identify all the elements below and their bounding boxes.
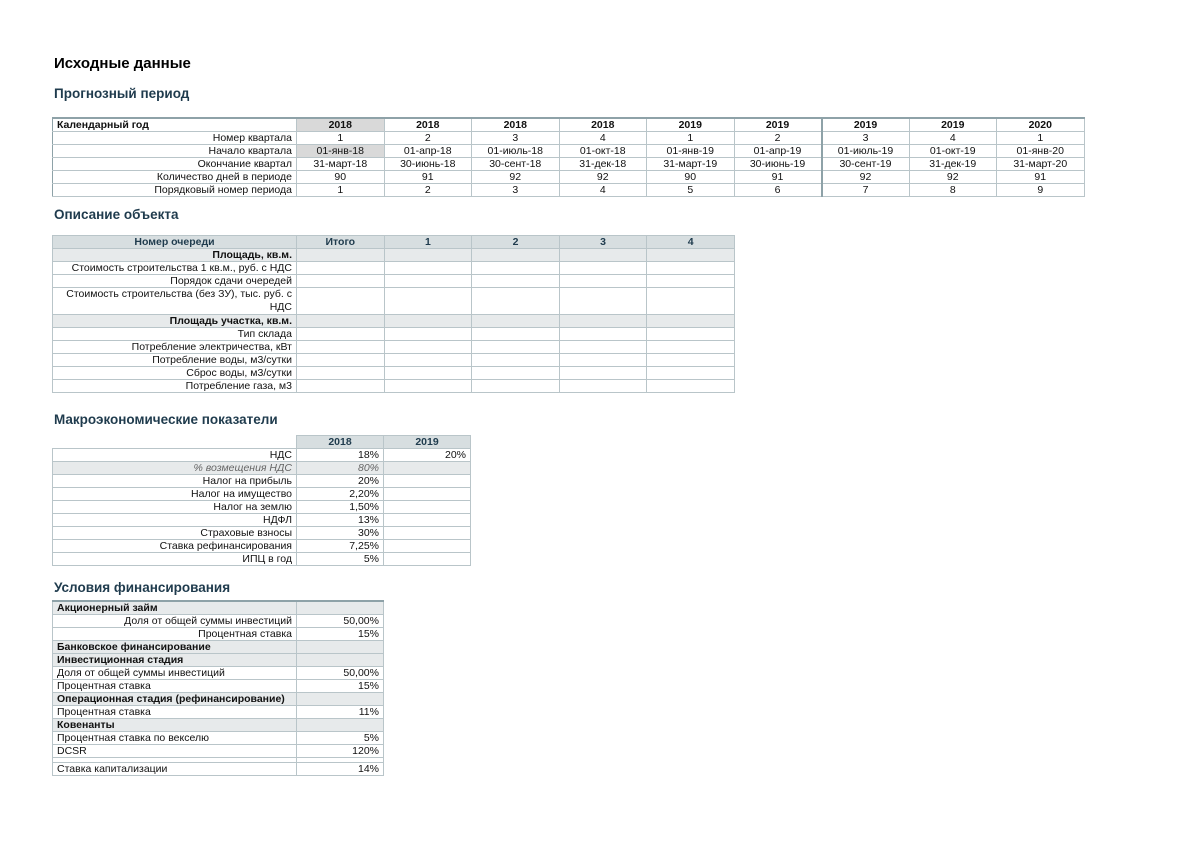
year-cell: 2019	[734, 118, 822, 132]
macro-header-row	[53, 436, 471, 449]
cell: 01-янв-20	[997, 145, 1085, 158]
header-cell: 2019	[384, 436, 471, 449]
cell: 01-апр-19	[734, 145, 822, 158]
row-label: Потребление газа, м3	[53, 380, 297, 393]
object-row	[53, 380, 735, 393]
financing-row	[53, 680, 384, 693]
cell	[297, 719, 384, 732]
object-row	[53, 288, 735, 315]
header-cell: 1	[384, 236, 472, 249]
macro-row	[53, 488, 471, 501]
macro-row	[53, 449, 471, 462]
cell: 01-апр-18	[384, 145, 472, 158]
cell	[297, 641, 384, 654]
cell: 4	[559, 132, 647, 145]
financing-row	[53, 763, 384, 776]
financing-table	[52, 600, 384, 776]
row-label: Количество дней в периоде	[53, 171, 297, 184]
macro-row	[53, 475, 471, 488]
cell: 7,25%	[297, 540, 384, 553]
forecast-table	[52, 117, 1085, 197]
forecast-header-label: Календарный год	[53, 118, 297, 132]
row-label: Налог на землю	[53, 501, 297, 514]
cell: 92	[472, 171, 560, 184]
year-cell: 2020	[997, 118, 1085, 132]
cell: 13%	[297, 514, 384, 527]
cell: 30-июнь-19	[734, 158, 822, 171]
year-cell: 2019	[909, 118, 997, 132]
row-label: Ставка рефинансирования	[53, 540, 297, 553]
object-row	[53, 354, 735, 367]
row-label: Стоимость строительства (без ЗУ), тыс. руб. с НДС	[53, 288, 297, 315]
cell: 8	[909, 184, 997, 197]
header-cell: 2018	[297, 436, 384, 449]
cell: 9	[997, 184, 1085, 197]
cell: 3	[822, 132, 910, 145]
cell: 31-дек-18	[559, 158, 647, 171]
forecast-heading: Прогнозный период	[54, 86, 190, 101]
cell	[384, 462, 471, 475]
row-label: Процентная ставка по векселю	[53, 732, 297, 745]
financing-row	[53, 641, 384, 654]
macro-row	[53, 527, 471, 540]
forecast-row	[53, 132, 1085, 145]
row-label: DCSR	[53, 745, 297, 758]
cell: 2,20%	[297, 488, 384, 501]
cell: 20%	[384, 449, 471, 462]
year-cell: 2018	[559, 118, 647, 132]
macro-row	[53, 540, 471, 553]
cell: 5%	[297, 553, 384, 566]
cell: 31-март-20	[997, 158, 1085, 171]
cell: 01-янв-19	[647, 145, 735, 158]
cell: 30-сент-19	[822, 158, 910, 171]
macro-row	[53, 514, 471, 527]
cell: 91	[734, 171, 822, 184]
row-label: Банковское финансирование	[53, 641, 297, 654]
cell: 3	[472, 132, 560, 145]
financing-row	[53, 654, 384, 667]
object-row	[53, 262, 735, 275]
forecast-row	[53, 184, 1085, 197]
financing-row	[53, 719, 384, 732]
cell: 2	[734, 132, 822, 145]
year-cell: 2018	[384, 118, 472, 132]
row-label: НДС	[53, 449, 297, 462]
cell: 31-март-18	[297, 158, 385, 171]
cell: 20%	[297, 475, 384, 488]
row-label: Потребление электричества, кВт	[53, 341, 297, 354]
cell	[384, 475, 471, 488]
cell	[384, 501, 471, 514]
cell: 11%	[297, 706, 384, 719]
object-table	[52, 235, 735, 393]
row-label: Ставка капитализации	[53, 763, 297, 776]
cell: 30%	[297, 527, 384, 540]
cell: 1	[297, 184, 385, 197]
cell	[384, 540, 471, 553]
financing-heading: Условия финансирования	[54, 580, 231, 595]
cell: 90	[297, 171, 385, 184]
year-cell: 2018	[297, 118, 385, 132]
row-label: Площадь, кв.м.	[53, 249, 297, 262]
cell: 01-июль-19	[822, 145, 910, 158]
row-label: Акционерный займ	[53, 601, 297, 615]
cell	[384, 488, 471, 501]
row-label: НДФЛ	[53, 514, 297, 527]
cell: 31-март-19	[647, 158, 735, 171]
row-label: Порядковый номер периода	[53, 184, 297, 197]
row-label: Процентная ставка	[53, 628, 297, 641]
cell: 90	[647, 171, 735, 184]
header-cell: Номер очереди	[53, 236, 297, 249]
row-label: Инвестиционная стадия	[53, 654, 297, 667]
row-label: Налог на прибыль	[53, 475, 297, 488]
financing-row	[53, 732, 384, 745]
row-label: Страховые взносы	[53, 527, 297, 540]
row-label: Доля от общей суммы инвестиций	[53, 667, 297, 680]
row-label: Сброс воды, м3/сутки	[53, 367, 297, 380]
row-label: Доля от общей суммы инвестиций	[53, 615, 297, 628]
year-cell: 2018	[472, 118, 560, 132]
row-label: Номер квартала	[53, 132, 297, 145]
macro-table	[52, 435, 471, 566]
cell: 4	[559, 184, 647, 197]
object-heading: Описание объекта	[54, 207, 179, 222]
financing-row	[53, 706, 384, 719]
object-row	[53, 328, 735, 341]
financing-row	[53, 615, 384, 628]
header-cell: Итого	[297, 236, 385, 249]
cell: 120%	[297, 745, 384, 758]
cell: 01-окт-18	[559, 145, 647, 158]
macro-row	[53, 501, 471, 514]
header-cell: 4	[647, 236, 735, 249]
cell: 92	[822, 171, 910, 184]
forecast-row	[53, 171, 1085, 184]
header-cell: 3	[559, 236, 647, 249]
cell: 31-дек-19	[909, 158, 997, 171]
year-cell: 2019	[822, 118, 910, 132]
cell: 1	[297, 132, 385, 145]
cell: 14%	[297, 763, 384, 776]
cell: 01-янв-18	[297, 145, 385, 158]
macro-heading: Макроэкономические показатели	[54, 412, 278, 427]
row-label: Площадь участка, кв.м.	[53, 315, 297, 328]
object-row	[53, 249, 735, 262]
cell: 1	[997, 132, 1085, 145]
cell: 50,00%	[297, 615, 384, 628]
forecast-row	[53, 158, 1085, 171]
cell: 3	[472, 184, 560, 197]
year-cell: 2019	[647, 118, 735, 132]
cell: 15%	[297, 628, 384, 641]
cell: 91	[384, 171, 472, 184]
cell: 4	[909, 132, 997, 145]
header-cell: 2	[472, 236, 560, 249]
row-label: ИПЦ в год	[53, 553, 297, 566]
cell	[297, 693, 384, 706]
row-label: Порядок сдачи очередей	[53, 275, 297, 288]
row-label: % возмещения НДС	[53, 462, 297, 475]
cell	[297, 601, 384, 615]
cell: 2	[384, 184, 472, 197]
macro-row	[53, 462, 471, 475]
row-label: Ковенанты	[53, 719, 297, 732]
row-label: Потребление воды, м3/сутки	[53, 354, 297, 367]
forecast-year-row	[53, 118, 1085, 132]
cell: 2	[384, 132, 472, 145]
object-header-row	[53, 236, 735, 249]
financing-row	[53, 667, 384, 680]
forecast-row	[53, 145, 1085, 158]
row-label: Стоимость строительства 1 кв.м., руб. с НДС	[53, 262, 297, 275]
cell: 15%	[297, 680, 384, 693]
cell	[384, 553, 471, 566]
cell: 91	[997, 171, 1085, 184]
cell: 7	[822, 184, 910, 197]
row-label: Операционная стадия (рефинансирование)	[53, 693, 297, 706]
object-row	[53, 315, 735, 328]
macro-row	[53, 553, 471, 566]
row-label: Начало квартала	[53, 145, 297, 158]
financing-row	[53, 628, 384, 641]
cell: 92	[909, 171, 997, 184]
cell: 1	[647, 132, 735, 145]
financing-row	[53, 745, 384, 758]
cell: 92	[559, 171, 647, 184]
cell	[384, 527, 471, 540]
page-title: Исходные данные	[54, 55, 191, 72]
cell: 1,50%	[297, 501, 384, 514]
object-row	[53, 275, 735, 288]
cell: 18%	[297, 449, 384, 462]
object-row	[53, 341, 735, 354]
cell: 01-окт-19	[909, 145, 997, 158]
cell: 50,00%	[297, 667, 384, 680]
row-label: Процентная ставка	[53, 706, 297, 719]
cell: 6	[734, 184, 822, 197]
financing-row	[53, 601, 384, 615]
cell	[384, 514, 471, 527]
cell: 5	[647, 184, 735, 197]
cell: 30-июнь-18	[384, 158, 472, 171]
row-label: Окончание квартал	[53, 158, 297, 171]
cell: 01-июль-18	[472, 145, 560, 158]
cell: 30-сент-18	[472, 158, 560, 171]
row-label: Тип склада	[53, 328, 297, 341]
cell	[297, 654, 384, 667]
row-label: Процентная ставка	[53, 680, 297, 693]
financing-row	[53, 693, 384, 706]
object-row	[53, 367, 735, 380]
cell: 5%	[297, 732, 384, 745]
row-label: Налог на имущество	[53, 488, 297, 501]
cell: 80%	[297, 462, 384, 475]
